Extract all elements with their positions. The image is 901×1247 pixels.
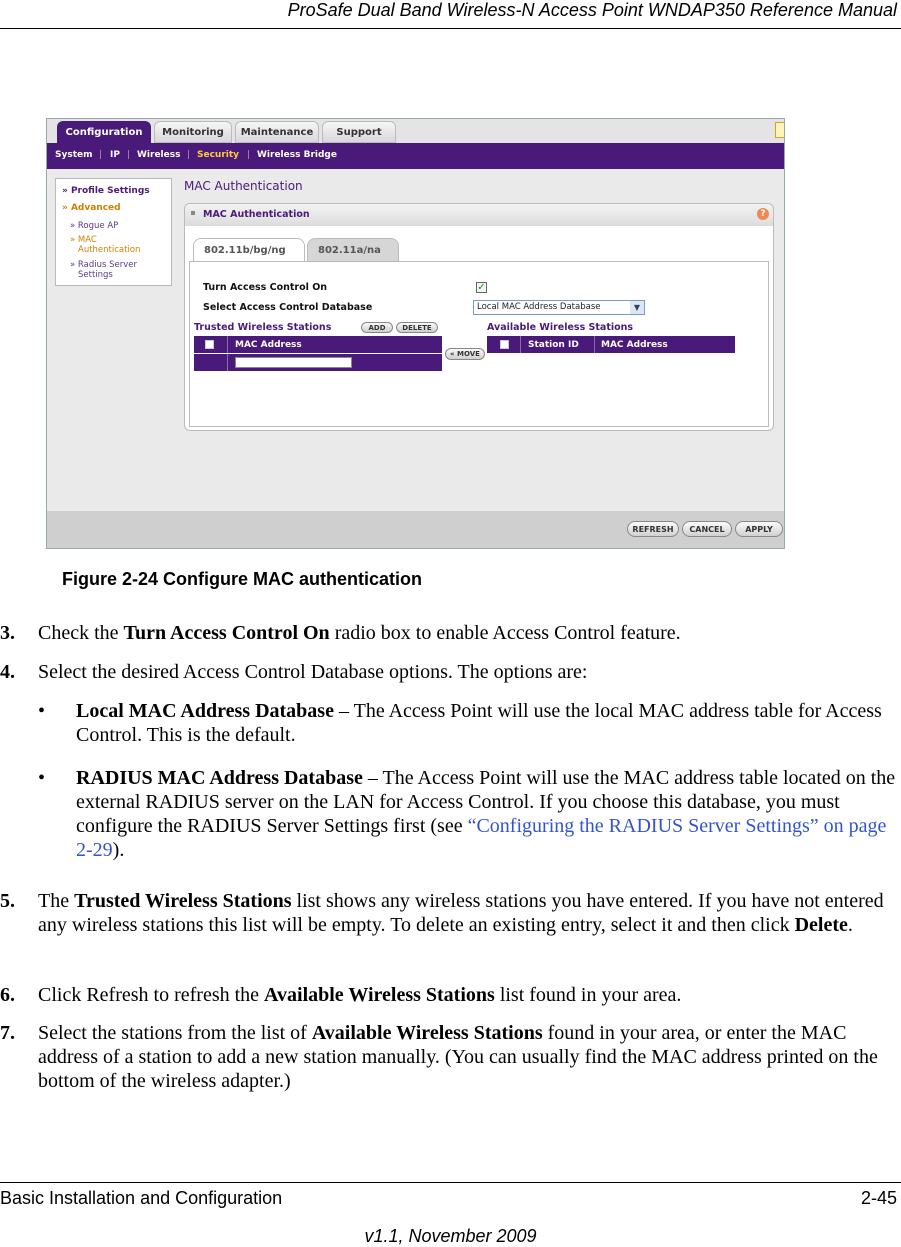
action-bar	[47, 511, 785, 549]
sidebar-item-radius[interactable]: » Radius Server	[70, 260, 137, 270]
subnav-separator: |	[247, 150, 251, 160]
select-db-label: Select Access Control Database	[203, 302, 373, 313]
top-tab-bar	[47, 119, 785, 143]
tab-monitoring[interactable]: Monitoring	[154, 121, 232, 143]
step-6	[0, 983, 860, 1007]
step-5-text-e: .	[847, 914, 853, 936]
step-5-text-c: list shows any wireless stations you have entered. If you have not entered any wireless stations this list will be empty. To delete an existing entry, select it and then click	[38, 890, 884, 936]
tab-support[interactable]: Support	[322, 121, 396, 143]
tab-maintenance[interactable]: Maintenance	[235, 121, 319, 143]
running-header: ProSafe Dual Band Wireless-N Access Point WNDAP350 Reference Manual	[287, 0, 897, 20]
step-5-text-a: The	[38, 890, 75, 912]
step-3-text-c: radio box to enable Access Control feature.	[329, 622, 681, 644]
footer-version: v1.1, November 2009	[364, 1226, 537, 1246]
help-icon[interactable]: ?	[757, 208, 769, 220]
col-mac-address-available: MAC Address	[601, 340, 668, 350]
subnav-security[interactable]: Security	[197, 150, 240, 160]
available-table-header	[487, 336, 735, 353]
step-7	[0, 1021, 899, 1093]
column-divider	[520, 336, 521, 353]
tab-radio-bg[interactable]: 802.11b/bg/ng	[193, 238, 305, 262]
bullet-2-end: ).	[112, 839, 125, 861]
step-7-bold: Available Wireless Stations	[311, 1022, 543, 1044]
trusted-table-row	[194, 354, 442, 371]
sidebar-item-mac-auth[interactable]: » MAC	[70, 235, 97, 245]
mac-auth-panel	[184, 203, 774, 431]
apply-button[interactable]: APPLY	[735, 521, 783, 537]
bullet-1-text: – The Access Point will use the local MAC address table for Access Control. This is the default.	[76, 700, 882, 746]
col-mac-address: MAC Address	[235, 340, 302, 350]
chevron-down-icon: ▼	[630, 301, 644, 314]
step-5	[0, 889, 899, 937]
step-5-delete: Delete	[794, 914, 848, 936]
subnav-separator: |	[99, 150, 103, 160]
sidebar-item-mac-auth-line2[interactable]: Authentication	[78, 245, 141, 255]
step-4-number: 4.	[0, 661, 15, 683]
radius-settings-link[interactable]: “Configuring the RADIUS Server Settings” on page 2-29	[76, 815, 887, 861]
trusted-title: Trusted Wireless Stations	[194, 322, 332, 333]
step-3-bold: Turn Access Control On	[123, 622, 330, 644]
sidebar-item-advanced[interactable]: » Advanced	[62, 203, 121, 213]
bullet-icon	[191, 211, 195, 215]
bullet-2-marker: •	[38, 767, 46, 789]
step-3-number: 3.	[0, 622, 15, 644]
step-3	[0, 621, 860, 645]
move-button[interactable]: « MOVE	[445, 348, 485, 360]
column-divider	[594, 336, 595, 353]
subnav-system[interactable]: System	[55, 150, 93, 160]
content-area	[47, 169, 785, 511]
step-5-bold: Trusted Wireless Stations	[74, 890, 292, 912]
subnav-wireless-bridge[interactable]: Wireless Bridge	[257, 150, 337, 160]
page-number: 2-45	[860, 1188, 897, 1208]
settings-box	[189, 261, 769, 427]
bullet-1	[76, 699, 899, 747]
delete-button[interactable]: DELETE	[396, 322, 438, 333]
step-6-text-c: list found in your area.	[494, 984, 682, 1006]
step-4	[0, 660, 860, 684]
col-station-id: Station ID	[528, 340, 579, 350]
add-button[interactable]: ADD	[361, 322, 393, 333]
subnav-separator: |	[187, 150, 191, 160]
step-6-text-a: Click Refresh to refresh the	[38, 984, 265, 1006]
sub-nav	[47, 143, 785, 169]
select-db-value: Local MAC Address Database	[477, 302, 601, 312]
tab-radio-a[interactable]: 802.11a/na	[307, 238, 399, 262]
panel-header	[185, 204, 773, 226]
panel-title: MAC Authentication	[203, 209, 310, 220]
step-4-text: Select the desired Access Control Database options. The options are:	[38, 661, 588, 683]
footer-rule	[0, 1182, 901, 1183]
available-title: Available Wireless Stations	[487, 322, 634, 333]
step-5-number: 5.	[0, 890, 15, 912]
step-7-text-a: Select the stations from the list of	[38, 1022, 312, 1044]
subnav-separator: |	[127, 150, 131, 160]
bullet-1-marker: •	[38, 700, 46, 722]
bullet-1-bold: Local MAC Address Database	[76, 700, 334, 722]
step-6-bold: Available Wireless Stations	[264, 984, 495, 1006]
column-divider	[227, 354, 228, 371]
select-db-dropdown[interactable]	[473, 300, 645, 315]
cancel-button[interactable]: CANCEL	[682, 521, 732, 537]
step-6-number: 6.	[0, 984, 15, 1006]
logout-icon[interactable]	[775, 122, 785, 138]
step-7-text-c: found in your area, or enter the MAC address of a station to add a new station manually. (You can usually find the MAC address printed on the bottom of the wireless adapter.)	[38, 1022, 878, 1092]
select-all-available-checkbox[interactable]	[500, 340, 509, 349]
tab-configuration[interactable]: Configuration	[57, 121, 151, 143]
bullet-2-text: – The Access Point will use the MAC address table located on the external RADIUS server on the LAN for Access Control. If you choose this database, you must configure the RADIUS Server Settings first (see	[76, 767, 896, 837]
page-title: MAC Authentication	[184, 179, 303, 193]
step-5-body	[38, 889, 899, 937]
figure-screenshot	[46, 118, 785, 549]
step-7-number: 7.	[0, 1022, 15, 1044]
trusted-table-header	[194, 336, 442, 353]
step-3-text-a: Check the	[38, 622, 124, 644]
header-rule	[0, 28, 901, 29]
sidebar-item-radius-line2[interactable]: Settings	[78, 270, 113, 280]
bullet-2	[76, 766, 899, 862]
bullet-2-bold: RADIUS MAC Address Database	[76, 767, 363, 789]
sidebar-item-profile-settings[interactable]: » Profile Settings	[62, 186, 150, 196]
turn-access-checkbox[interactable]: ✓	[477, 282, 486, 293]
turn-access-label: Turn Access Control On	[203, 282, 328, 293]
subnav-ip[interactable]: IP	[110, 150, 120, 160]
sidebar	[55, 178, 172, 286]
refresh-button[interactable]: REFRESH	[627, 521, 679, 537]
footer-section: Basic Installation and Configuration	[0, 1188, 283, 1208]
sidebar-item-rogue-ap[interactable]: » Rogue AP	[70, 221, 119, 231]
column-divider	[227, 336, 228, 353]
subnav-wireless[interactable]: Wireless	[137, 150, 181, 160]
step-7-body	[38, 1021, 899, 1093]
figure-caption: Figure 2-24 Configure MAC authentication	[62, 569, 423, 589]
select-all-checkbox[interactable]	[205, 340, 214, 349]
mac-address-input[interactable]	[235, 357, 352, 368]
